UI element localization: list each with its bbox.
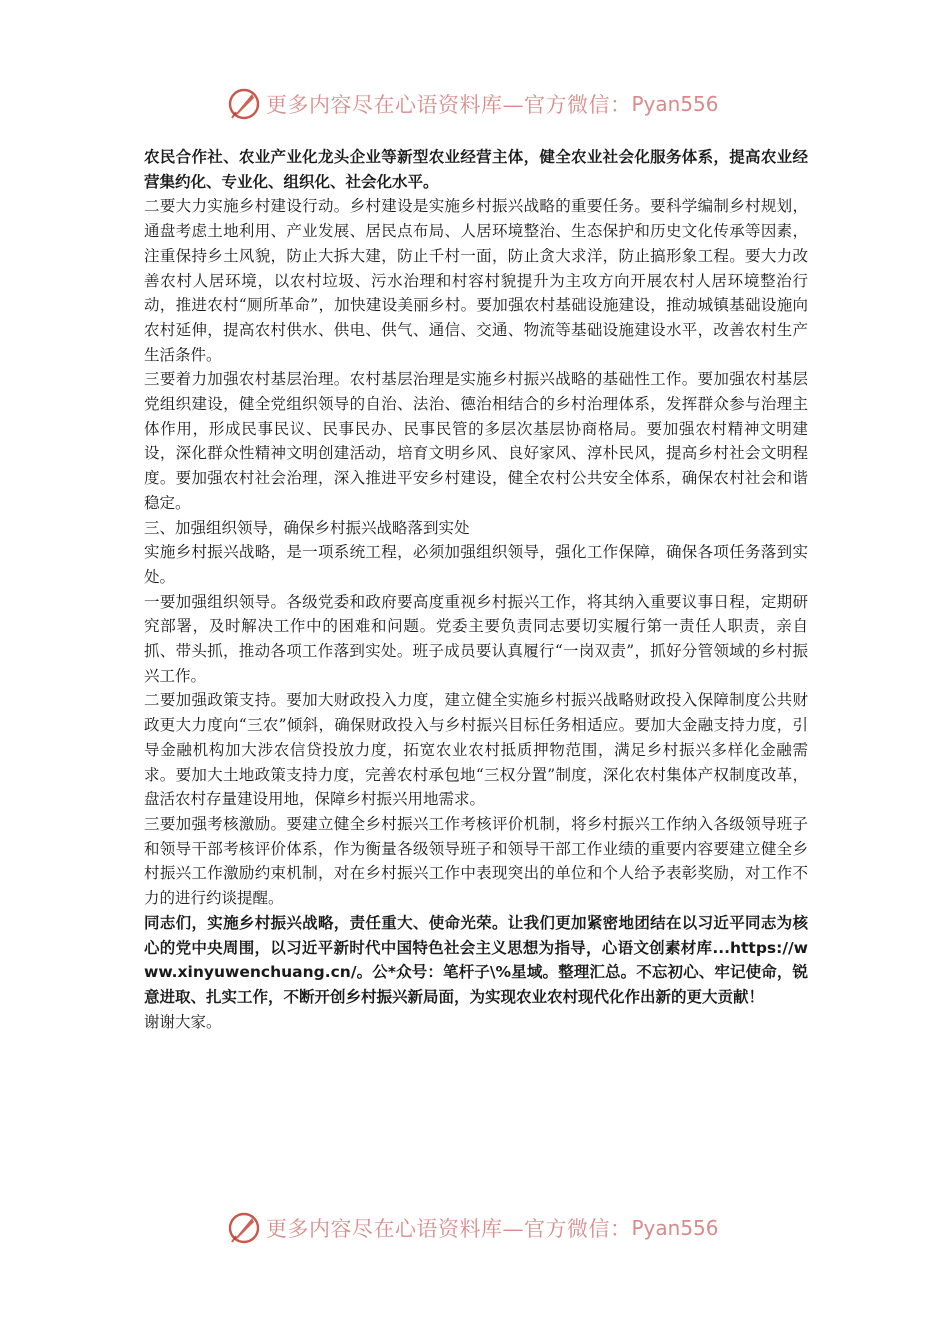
watermark-text: 更多内容尽在心语资料库—官方微信： bbox=[266, 93, 632, 117]
watermark-wechat-id: Pyan556 bbox=[631, 1216, 719, 1240]
header-watermark bbox=[226, 84, 746, 124]
watermark-wechat-id: Pyan556 bbox=[631, 92, 719, 116]
pen-feather-logo-icon bbox=[226, 86, 262, 122]
footer-watermark bbox=[226, 1208, 746, 1248]
pen-feather-logo-icon bbox=[226, 1210, 262, 1246]
section-heading: 三、加强组织领导，确保乡村振兴战略落到实处 bbox=[144, 518, 470, 537]
paragraph-9: 同志们，实施乡村振兴战略，责任重大、使命光荣。让我们更加紧密地团结在以习近平同志为核心的党中央周围，以习近平新时代中国特色社会主义思想为指导，心语文创素材库...https://www.xinyuwenchuang.cn/。公*众号：笔杆子\%星域。整理汇总。不忘初心、牢记使命，锐意进取、扎实工作，不断开创乡村振兴新局面，为实现农业农村现代化作出新的更大贡献！ bbox=[144, 913, 808, 1006]
paragraph-2: 二要大力实施乡村建设行动。乡村建设是实施乡村振兴战略的重要任务。要科学编制乡村规划，通盘考虑土地利用、产业发展、居民点布局、人居环境整治、生态保护和历史文化传承等因素，注重保持乡土风貌，防止大拆大建，防止千村一面，防止贪大求洋，防止搞形象工程。要大力改善农村人居环境，以农村垃圾、污水治理和村容村貌提升为主攻方向开展农村人居环境整治行动，推进农村“厕所革命”，加快建设美丽乡村。要加强农村基础设施建设，推动城镇基础设施向农村延伸，提高农村供水、供电、供气、通信、交通、物流等基础设施建设水平，改善农村生产生活条件。 bbox=[144, 197, 808, 364]
paragraph-1: 农民合作社、农业产业化龙头企业等新型农业经营主体，健全农业社会化服务体系，提高农业经营集约化、专业化、组织化、社会化水平。 bbox=[144, 148, 808, 191]
paragraph-5: 实施乡村振兴战略，是一项系统工程，必须加强组织领导，强化工作保障，确保各项任务落到实处。 bbox=[144, 543, 808, 586]
paragraph-6: 一要加强组织领导。各级党委和政府要高度重视乡村振兴工作，将其纳入重要议事日程，定期研究部署，及时解决工作中的困难和问题。党委主要负责同志要切实履行第一责任人职责，亲自抓、带头抓，推动各项工作落到实处。班子成员要认真履行“一岗双责”，抓好分管领域的乡村振兴工作。 bbox=[144, 592, 808, 685]
watermark-text: 更多内容尽在心语资料库—官方微信： bbox=[266, 1217, 632, 1241]
paragraph-8: 三要加强考核激励。要建立健全乡村振兴工作考核评价机制，将乡村振兴工作纳入各级领导班子和领导干部考核评价体系，作为衡量各级领导班子和领导干部工作业绩的重要内容要建立健全乡村振兴工作激励约束机制，对在乡村振兴工作中表现突出的单位和个人给予表彰奖励，对工作不力的进行约谈提醒。 bbox=[144, 814, 808, 908]
paragraph-7: 二要加强政策支持。要加大财政投入力度，建立健全实施乡村振兴战略财政投入保障制度公共财政更大力度向“三农”倾斜，确保财政投入与乡村振兴目标任务相适应。要加大金融支持力度，引导金融机构加大涉农信贷投放力度，拓宽农业农村抵质押物范围，满足乡村振兴多样化金融需求。要加大土地政策支持力度，完善农村承包地“三权分置”制度，深化农村集体产权制度改革，盘活农村存量建设用地，保障乡村振兴用地需求。 bbox=[144, 691, 808, 809]
closing-line: 谢谢大家。 bbox=[144, 1012, 222, 1031]
paragraph-3: 三要着力加强农村基层治理。农村基层治理是实施乡村振兴战略的基础性工作。要加强农村基层党组织建设，健全党组织领导的自治、法治、德治相结合的乡村治理体系，发挥群众参与治理主体作用，形成民事民议、民事民办、民事民管的多层次基层协商格局。要加强农村精神文明建设，深化群众性精神文明创建活动，培育文明乡风、良好家风、淳朴民风，提高乡村社会文明程度。要加强农村社会治理，深入推进平安乡村建设，健全农村公共安全体系，确保农村社会和谐稳定。 bbox=[144, 370, 808, 512]
document-body bbox=[144, 145, 808, 1034]
